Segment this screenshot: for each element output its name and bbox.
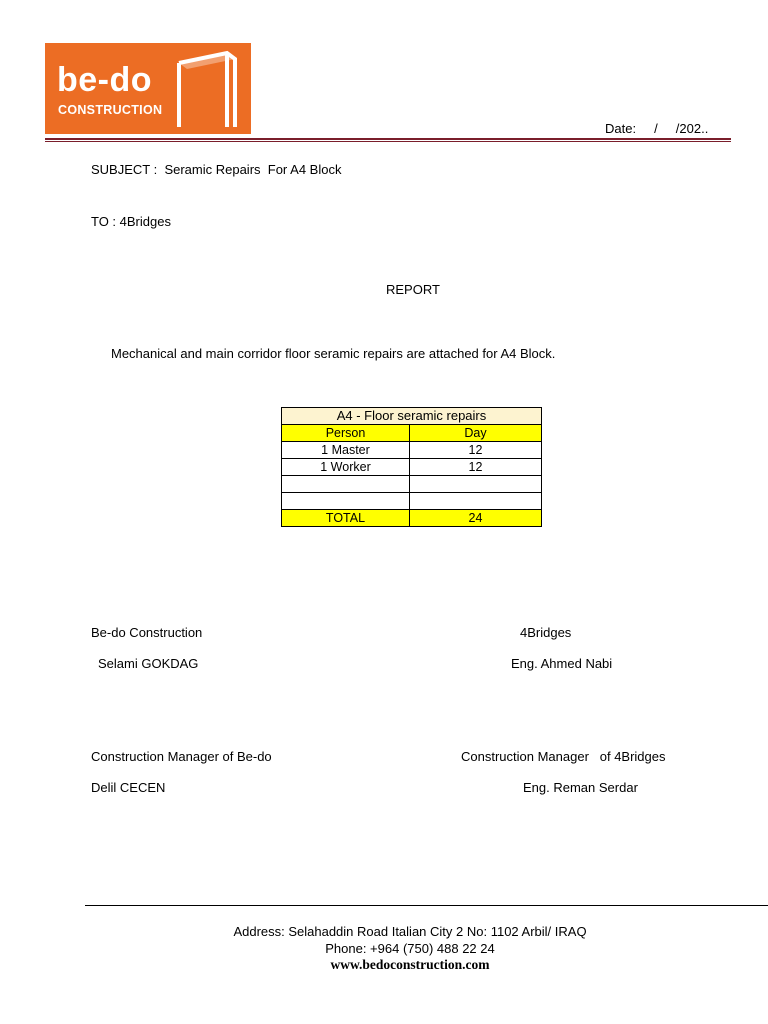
total-value: 24 [410,510,542,527]
table-row [282,493,542,510]
table-cell: 12 [410,442,542,459]
table-cell [410,493,542,510]
signature-left-company: Be-do Construction [91,625,203,640]
footer-rule [85,905,768,906]
company-logo [45,43,251,134]
table-cell [282,493,410,510]
footer-website: www.bedoconstruction.com [330,957,490,972]
table-cell: 1 Master [282,442,410,459]
manager-right-name: Eng. Reman Serdar [523,780,638,795]
table-total-row [282,510,542,527]
table-row [282,459,542,476]
header-person: Person [282,425,410,442]
table-cell: 12 [410,459,542,476]
manager-left-role: Construction Manager of Be-do [91,749,272,764]
date-field: Date: / /202.. [605,121,709,136]
footer-address: Address: Selahaddin Road Italian City 2 No: 1102 Arbil/ IRAQ [233,924,587,939]
table-cell [410,476,542,493]
table-title: A4 - Floor seramic repairs [282,408,542,425]
logo-word: be-do [57,61,153,99]
table-header-row [282,425,542,442]
body-text: Mechanical and main corridor floor seramic repairs are attached for A4 Block. [111,346,556,361]
manager-right-role: Construction Manager of 4Bridges [461,749,666,764]
recipient-line: TO : 4Bridges [91,214,171,229]
building-icon [175,49,239,129]
table-cell: 1 Worker [282,459,410,476]
logo-subtitle: CONSTRUCTION [58,103,163,117]
table-title-row [282,408,542,425]
table-cell [282,476,410,493]
signature-left-name: Selami GOKDAG [98,656,199,671]
repairs-table [281,407,542,527]
manager-left-name: Delil CECEN [91,780,166,795]
total-label: TOTAL [282,510,410,527]
header-rule [45,138,731,140]
subject-line: SUBJECT : Seramic Repairs For A4 Block [91,162,342,177]
header-day: Day [410,425,542,442]
footer-phone: Phone: +964 (750) 488 22 24 [325,941,495,956]
signature-right-name: Eng. Ahmed Nabi [511,656,613,671]
header-rule-thin [45,141,731,142]
table-row [282,476,542,493]
signature-right-company: 4Bridges [520,625,572,640]
table-row [282,442,542,459]
report-title: REPORT [386,282,440,297]
